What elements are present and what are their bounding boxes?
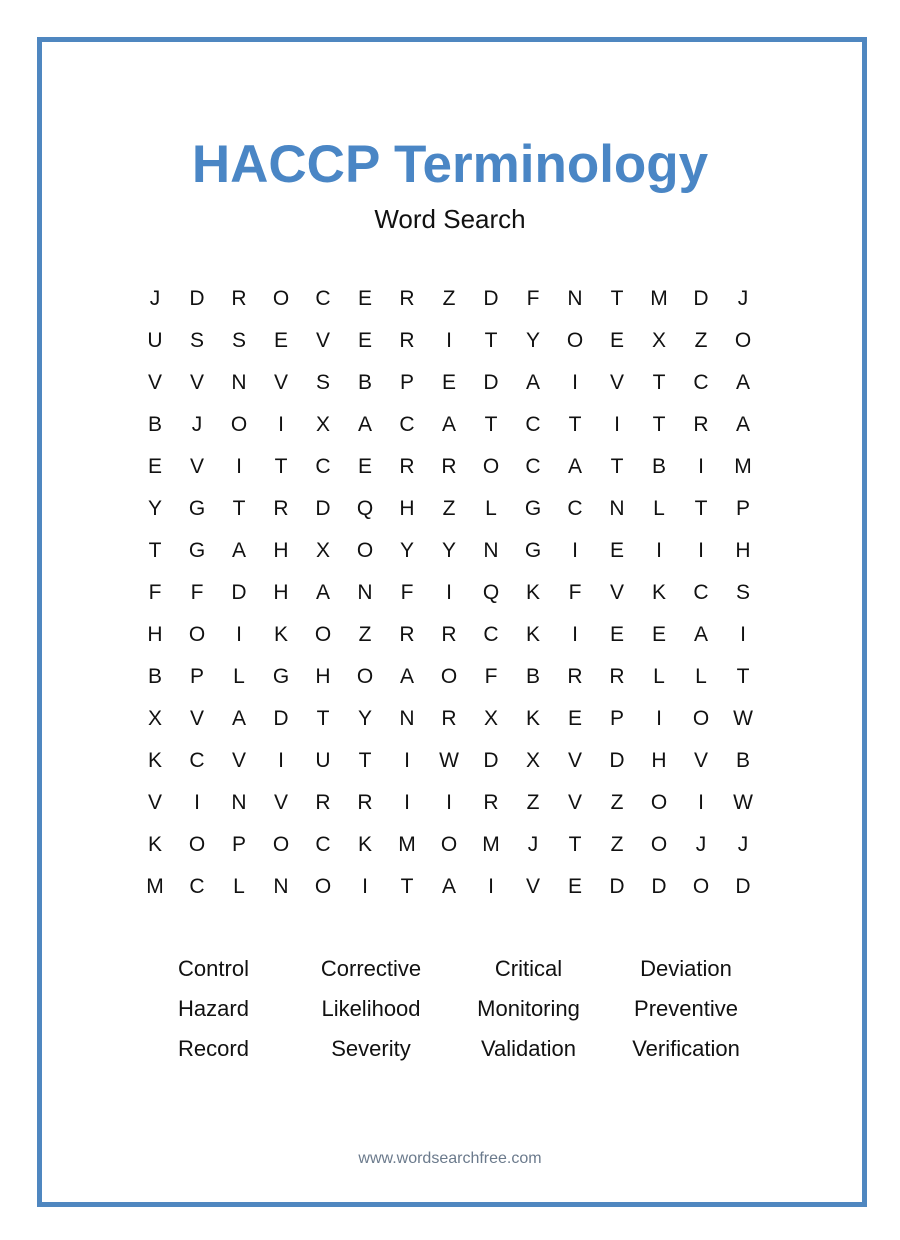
grid-letter: K [525,707,540,730]
page-subtitle: Word Search [374,204,526,234]
grid-letter: T [694,497,708,520]
grid-letter: I [740,623,746,646]
grid-letter: G [188,497,206,520]
grid-letter: C [525,413,541,436]
grid-letter: V [189,455,204,478]
grid-letter: C [189,875,205,898]
grid-letter: N [357,581,373,604]
grid-letter: C [693,581,709,604]
word-list-item: Record [178,1036,249,1061]
word-list-item: Critical [494,956,563,981]
grid-letter: O [188,623,206,646]
grid-letter: E [147,455,162,478]
grid-letter: K [357,833,372,856]
grid-letter: D [609,749,625,772]
grid-letter: C [189,749,205,772]
grid-letter: D [651,875,667,898]
grid-letter: Z [358,623,372,646]
grid-letter: D [273,707,289,730]
grid-letter: I [404,791,410,814]
grid-letter: F [148,581,162,604]
grid-letter: I [236,455,242,478]
grid-letter: G [524,497,542,520]
grid-letter: O [314,623,332,646]
grid-letter: I [278,749,284,772]
grid-letter: F [400,581,414,604]
grid-letter: L [233,665,245,688]
grid-letter: R [399,329,415,352]
grid-letter: O [650,791,668,814]
grid-letter: L [695,665,707,688]
grid-letter: H [273,539,289,562]
grid-letter: T [484,413,498,436]
grid-letter: T [736,665,750,688]
grid-letter: W [733,707,753,730]
grid-letter: I [656,707,662,730]
grid-letter: B [147,413,162,436]
grid-letter: P [399,371,414,394]
grid-letter: E [651,623,666,646]
grid-letter: T [568,413,582,436]
grid-letter: R [315,791,331,814]
grid-letter: T [316,707,330,730]
grid-letter: R [399,455,415,478]
page-title: HACCP Terminology [191,135,709,194]
grid-letter: O [272,833,290,856]
grid-letter: A [441,875,456,898]
word-list-item: Validation [481,1036,576,1061]
grid-letter: R [399,623,415,646]
grid-letter: B [735,749,750,772]
grid-letter: V [567,749,582,772]
grid-letter: N [609,497,625,520]
grid-letter: K [525,623,540,646]
grid-letter: H [399,497,415,520]
grid-letter: J [149,287,161,310]
grid-letter: V [609,371,624,394]
grid-letter: Z [442,287,456,310]
grid-letter: T [400,875,414,898]
grid-letter: H [315,665,331,688]
grid-letter: Y [441,539,456,562]
word-list-item: Deviation [640,956,732,981]
grid-letter: V [189,371,204,394]
grid-letter: R [441,455,457,478]
grid-letter: F [484,665,498,688]
grid-letter: V [231,749,246,772]
grid-letter: E [567,707,582,730]
grid-letter: I [698,791,704,814]
word-list-item: Hazard [178,996,249,1021]
grid-letter: I [446,791,452,814]
grid-letter: A [735,413,750,436]
grid-letter: T [232,497,246,520]
grid-letter: R [693,413,709,436]
grid-letter: X [525,749,540,772]
grid-letter: B [525,665,540,688]
grid-letter: I [572,623,578,646]
grid-letter: I [614,413,620,436]
grid-letter: E [441,371,456,394]
grid-letter: K [147,749,162,772]
word-list-item: Preventive [634,996,738,1021]
grid-letter: V [693,749,708,772]
grid-letter: T [358,749,372,772]
grid-letter: I [278,413,284,436]
grid-letter: E [609,539,624,562]
grid-letter: E [357,287,372,310]
grid-letter: O [188,833,206,856]
grid-letter: D [483,287,499,310]
grid-letter: T [652,371,666,394]
letter-grid [134,278,764,908]
grid-letter: O [482,455,500,478]
grid-letter: R [357,791,373,814]
grid-letter: K [147,833,162,856]
grid-letter: C [483,623,499,646]
grid-letter: C [399,413,415,436]
grid-letter: J [695,833,707,856]
grid-letter: X [315,413,330,436]
grid-letter: I [656,539,662,562]
grid-letter: A [399,665,414,688]
grid-letter: V [273,791,288,814]
grid-letter: I [572,539,578,562]
grid-letter: E [357,329,372,352]
word-list-item: Monitoring [477,996,580,1021]
word-list-item: Verification [632,1036,740,1061]
grid-letter: A [315,581,330,604]
grid-letter: R [483,791,499,814]
grid-letter: G [272,665,290,688]
grid-letter: D [189,287,205,310]
grid-letter: S [231,329,246,352]
word-list-item: Severity [331,1036,411,1061]
grid-letter: T [148,539,162,562]
grid-letter: B [651,455,666,478]
grid-letter: W [439,749,459,772]
grid-letter: O [650,833,668,856]
grid-letter: P [735,497,750,520]
grid-letter: P [231,833,246,856]
grid-letter: J [737,287,749,310]
grid-letter: B [147,665,162,688]
grid-letter: J [737,833,749,856]
grid-letter: O [272,287,290,310]
grid-letter: A [231,707,246,730]
grid-letter: Q [482,581,500,604]
grid-letter: C [315,833,331,856]
grid-letter: M [146,875,164,898]
grid-letter: D [315,497,331,520]
grid-letter: N [567,287,583,310]
grid-letter: R [399,287,415,310]
grid-letter: O [692,707,710,730]
grid-letter: Y [357,707,372,730]
grid-letter: E [567,875,582,898]
grid-letter: P [609,707,624,730]
grid-letter: M [734,455,752,478]
grid-letter: I [572,371,578,394]
grid-letter: K [273,623,288,646]
grid-letter: E [609,623,624,646]
grid-letter: V [147,371,162,394]
grid-letter: C [315,287,331,310]
grid-letter: R [441,707,457,730]
grid-letter: H [651,749,667,772]
word-list-item: Control [178,956,249,981]
grid-letter: D [231,581,247,604]
grid-letter: V [273,371,288,394]
grid-letter: G [188,539,206,562]
grid-letter: X [651,329,666,352]
grid-letter: L [653,497,665,520]
grid-letter: K [651,581,666,604]
grid-letter: P [189,665,204,688]
grid-letter: D [735,875,751,898]
grid-letter: L [233,875,245,898]
grid-letter: R [567,665,583,688]
grid-letter: A [567,455,582,478]
grid-letter: T [274,455,288,478]
grid-letter: Y [399,539,414,562]
grid-letter: O [692,875,710,898]
grid-letter: I [194,791,200,814]
grid-letter: A [735,371,750,394]
grid-letter: O [440,665,458,688]
grid-letter: N [231,371,247,394]
grid-letter: Y [147,497,162,520]
grid-letter: O [314,875,332,898]
grid-letter: M [482,833,500,856]
grid-letter: B [357,371,372,394]
word-list-item: Likelihood [321,996,421,1021]
grid-letter: H [273,581,289,604]
grid-letter: C [525,455,541,478]
grid-letter: O [440,833,458,856]
grid-letter: A [357,413,372,436]
grid-letter: S [189,329,204,352]
grid-letter: X [147,707,162,730]
grid-letter: G [524,539,542,562]
grid-letter: T [610,287,624,310]
grid-letter: Q [356,497,374,520]
grid-letter: D [483,749,499,772]
grid-letter: R [441,623,457,646]
grid-letter: C [567,497,583,520]
grid-letter: I [404,749,410,772]
grid-letter: V [567,791,582,814]
grid-letter: S [315,371,330,394]
grid-letter: I [698,455,704,478]
footer-url: www.wordsearchfree.com [358,1150,542,1167]
grid-letter: I [488,875,494,898]
word-list-item: Corrective [320,956,422,981]
grid-letter: A [231,539,246,562]
grid-letter: V [147,791,162,814]
grid-letter: Z [694,329,708,352]
grid-letter: C [315,455,331,478]
grid-letter: K [525,581,540,604]
grid-letter: O [356,539,374,562]
grid-letter: H [147,623,163,646]
grid-letter: Y [525,329,540,352]
grid-letter: E [357,455,372,478]
grid-letter: M [398,833,416,856]
grid-letter: A [525,371,540,394]
grid-letter: N [273,875,289,898]
grid-letter: X [483,707,498,730]
grid-letter: T [610,455,624,478]
grid-letter: V [189,707,204,730]
grid-letter: D [693,287,709,310]
grid-letter: I [446,581,452,604]
grid-letter: U [147,329,163,352]
grid-letter: Z [610,833,624,856]
grid-letter: L [653,665,665,688]
grid-letter: J [527,833,539,856]
grid-letter: V [609,581,624,604]
grid-letter: N [483,539,499,562]
grid-letter: A [441,413,456,436]
grid-letter: Z [526,791,540,814]
grid-letter: M [650,287,668,310]
grid-letter: F [190,581,204,604]
grid-letter: O [356,665,374,688]
grid-letter: S [735,581,750,604]
grid-letter: F [568,581,582,604]
grid-letter: J [191,413,203,436]
grid-letter: T [652,413,666,436]
grid-letter: O [734,329,752,352]
grid-letter: I [446,329,452,352]
grid-letter: A [693,623,708,646]
grid-letter: R [609,665,625,688]
grid-letter: Z [610,791,624,814]
grid-letter: T [568,833,582,856]
grid-letter: O [230,413,248,436]
grid-letter: C [693,371,709,394]
grid-letter: W [733,791,753,814]
grid-letter: N [399,707,415,730]
grid-letter: D [609,875,625,898]
grid-letter: D [483,371,499,394]
grid-letter: T [484,329,498,352]
grid-letter: I [698,539,704,562]
grid-letter: N [231,791,247,814]
grid-letter: I [362,875,368,898]
grid-letter: E [609,329,624,352]
grid-letter: O [566,329,584,352]
grid-letter: I [236,623,242,646]
grid-letter: V [525,875,540,898]
grid-letter: U [315,749,331,772]
grid-letter: E [273,329,288,352]
grid-letter: R [273,497,289,520]
grid-letter: Z [442,497,456,520]
grid-letter: L [485,497,497,520]
grid-letter: R [231,287,247,310]
grid-letter: X [315,539,330,562]
grid-letter: V [315,329,330,352]
grid-letter: H [735,539,751,562]
grid-letter: F [526,287,540,310]
